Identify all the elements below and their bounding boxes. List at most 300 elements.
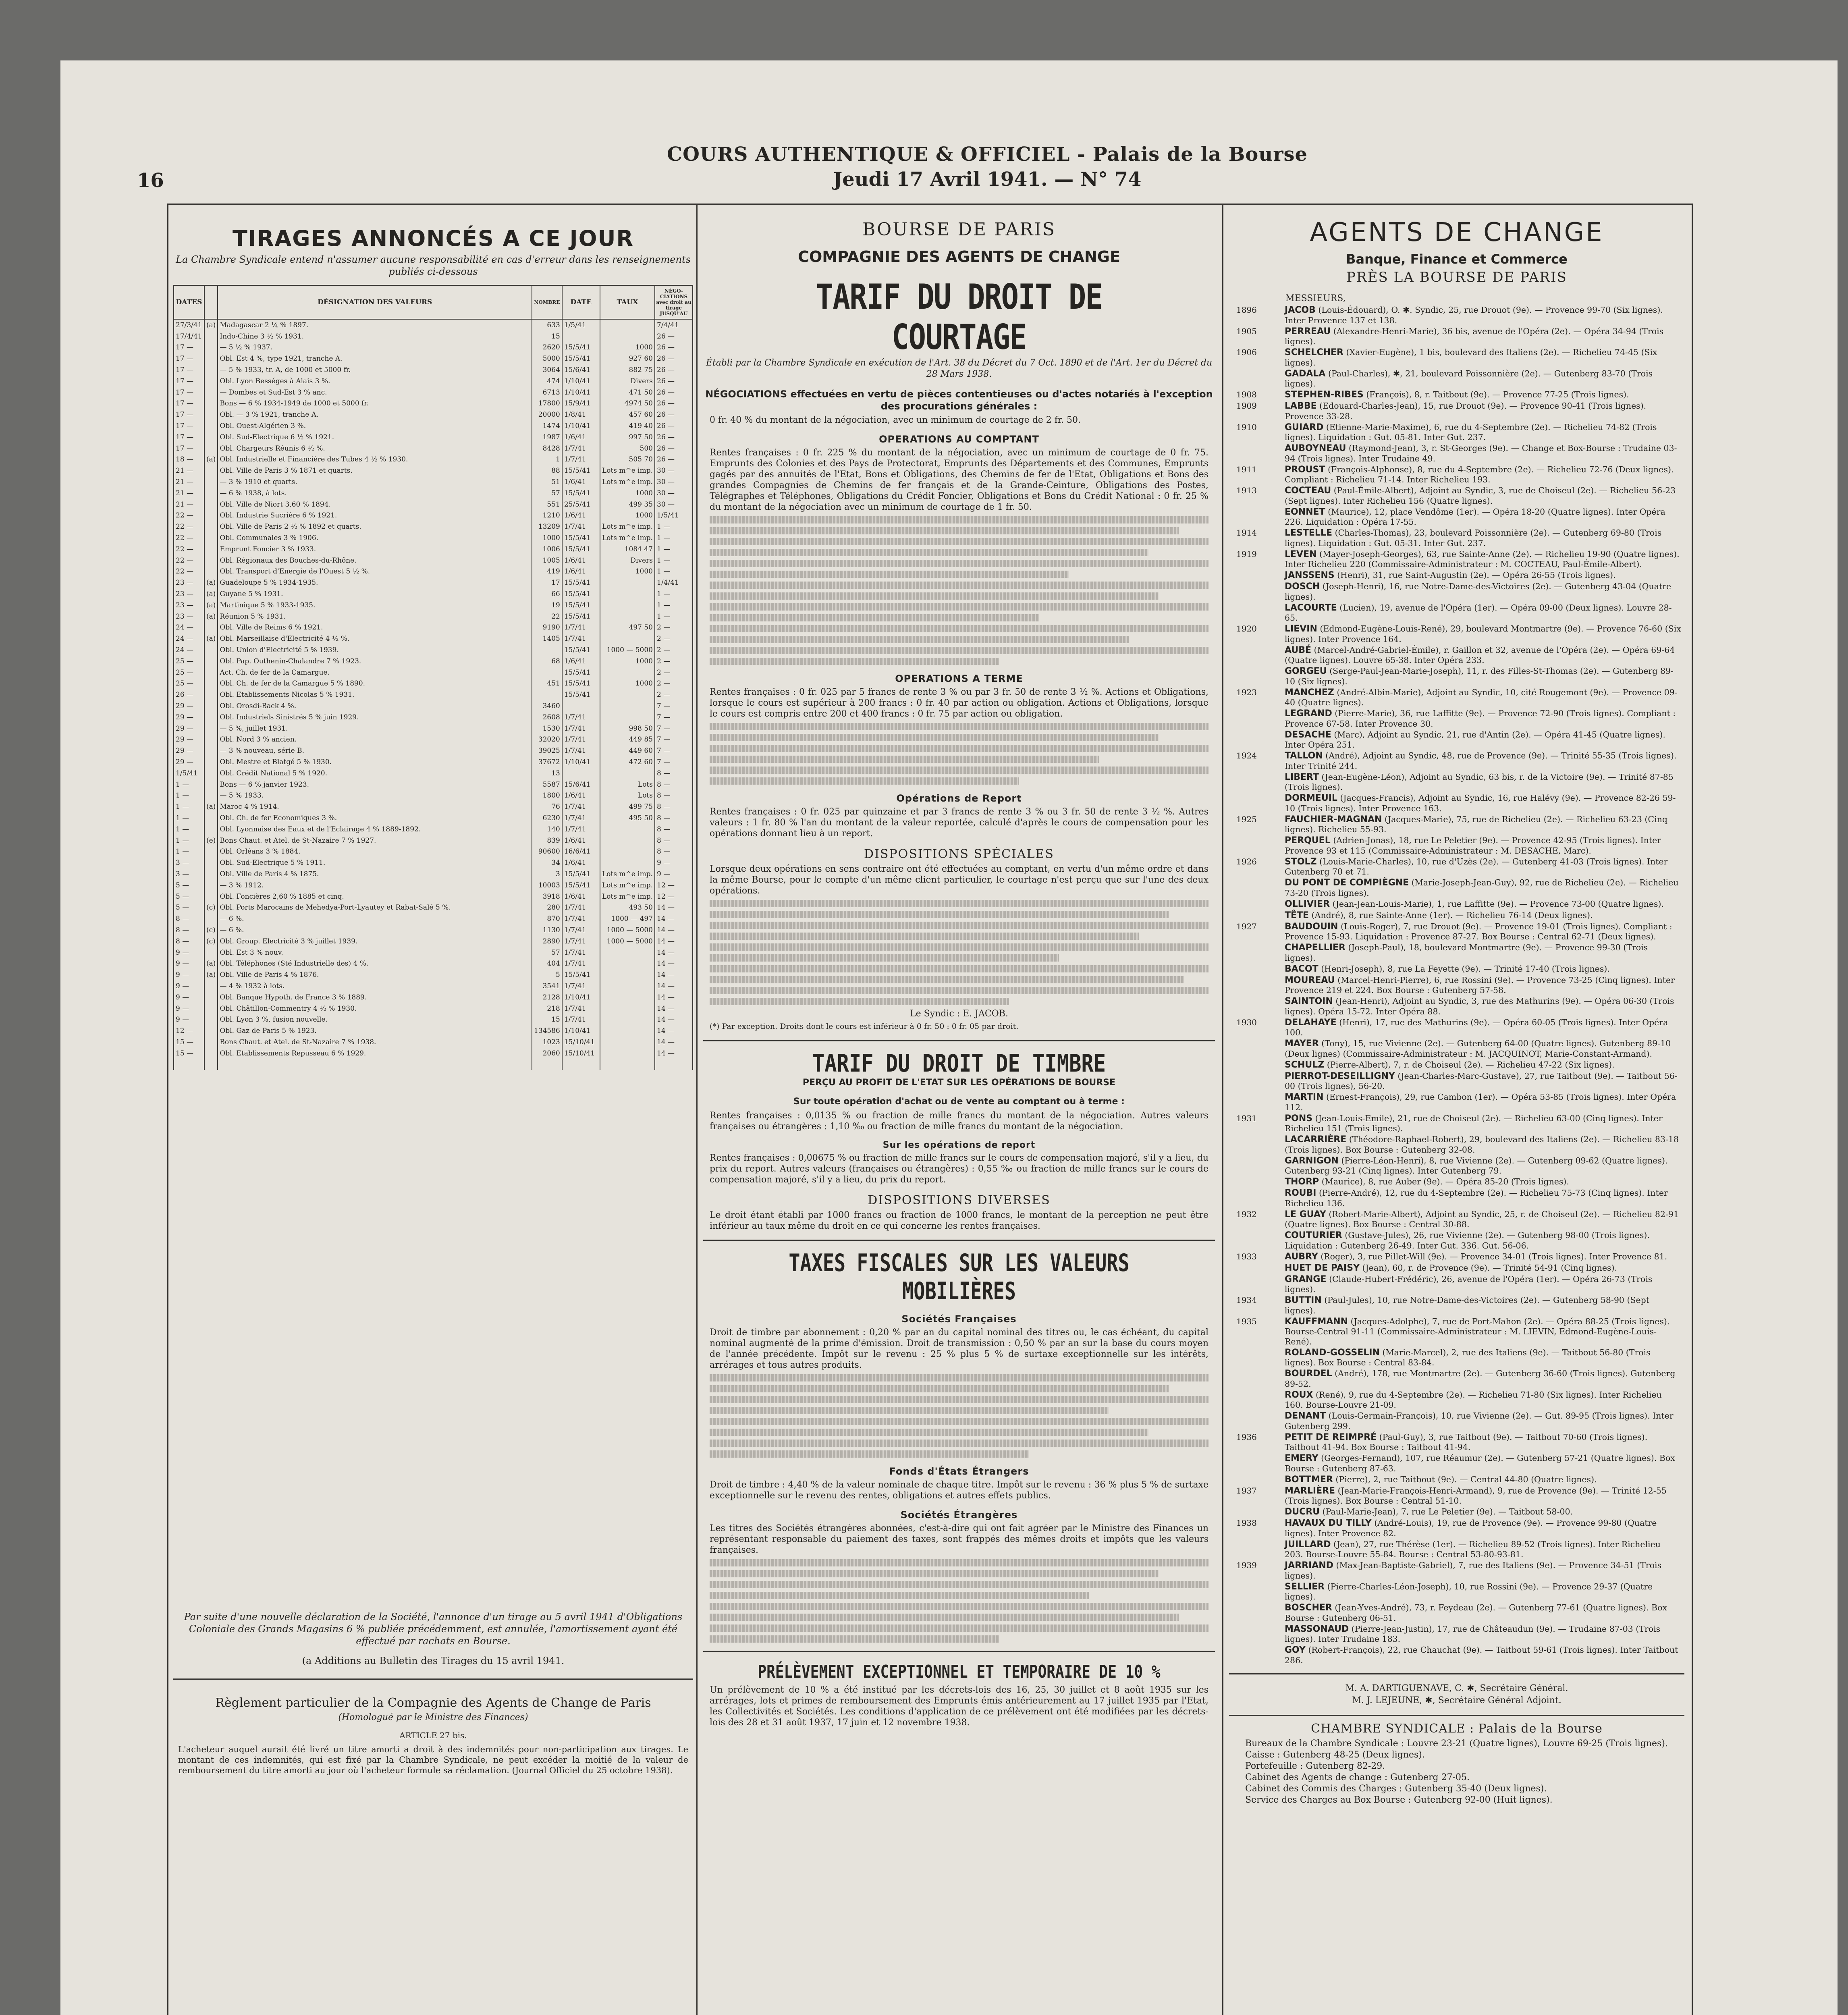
table-cell: 68 (532, 656, 562, 667)
agent-name: ROUBI (1285, 1188, 1316, 1198)
table-row (174, 947, 693, 958)
table-cell: 3 — (174, 868, 204, 880)
table-row (174, 734, 693, 745)
table-cell: 15/5/41 (562, 488, 600, 499)
table-cell: — 3 % 1912. (218, 880, 532, 891)
table-cell: 1/7/41 (562, 947, 600, 958)
table-cell: 1530 (532, 723, 562, 734)
etrangeres-text: Les titres des Sociétés étrangères abonnées, c'est-à-dire qui ont fait agréer par le Ministre des Finances un représentant responsable du paiement des taxes, sont frappés des mêmes droits et impôts que les valeurs françaises. (710, 1523, 1208, 1555)
table-row (174, 1025, 693, 1037)
table-cell: 29 — (174, 723, 204, 734)
table-cell: 499 75 (600, 801, 655, 812)
agent-details: (Jean-Louis-Emile), 21, rue de Choiseul (2e). — Richelieu 63-00 (Cinq lignes). Inter Richelieu 151 (Trois lignes). (1285, 1113, 1663, 1133)
agent-name: BOSCHER (1285, 1603, 1332, 1613)
agent-name: TÊTE (1285, 910, 1309, 920)
table-row (174, 409, 693, 420)
table-cell: 14 — (655, 1037, 693, 1048)
table-cell: Guadeloupe 5 % 1934-1935. (218, 577, 532, 588)
agent-entry (1232, 1453, 1681, 1473)
table-cell: Obl. Châtillon-Commentry 4 ½ % 1930. (218, 1003, 532, 1014)
agent-entry (1232, 857, 1681, 877)
table-cell (600, 611, 655, 622)
table-cell: 2608 (532, 712, 562, 723)
agent-entry (1232, 1060, 1681, 1070)
column-divider (696, 204, 698, 2015)
agent-entry (1232, 1390, 1681, 1410)
table-cell (204, 880, 218, 891)
agent-details: (André), 178, rue Montmartre (2e). — Gutenberg 36-60 (Trois lignes). Gutenberg 89-52. (1285, 1369, 1676, 1389)
agent-name: KAUFFMANN (1285, 1316, 1348, 1327)
tirages-note-ref: (a Additions au Bulletin des Tirages du 15 avril 1941. (302, 1655, 565, 1666)
agent-entry (1232, 305, 1681, 325)
table-row (174, 868, 693, 880)
table-cell: 474 (532, 376, 562, 387)
table-cell (204, 779, 218, 790)
agent-details: (Henri), 31, rue Saint-Augustin (2e). — Opéra 26-55 (Trois lignes). (1337, 570, 1616, 580)
table-cell (204, 992, 218, 1003)
agent-year: 1913 (1236, 486, 1257, 495)
agent-name: SELLIER (1285, 1581, 1325, 1592)
agent-name: STOLZ (1285, 856, 1317, 867)
table-cell: 5 — (174, 880, 204, 891)
agent-details: (Henri-Joseph), 8, rue La Feyette (9e). — Trinité 17-40 (Trois lignes). (1321, 964, 1610, 974)
text-block (710, 1374, 1208, 1458)
table-cell: Réunion 5 % 1931. (218, 611, 532, 622)
table-cell: 5 — (174, 902, 204, 913)
agent-name: DUCRU (1285, 1507, 1320, 1517)
francaises-heading: Sociétés Françaises (901, 1313, 1017, 1325)
table-cell: 1/7/41 (562, 1014, 600, 1025)
agent-entry (1232, 1134, 1681, 1155)
table-cell (600, 992, 655, 1003)
table-cell: 1/7/41 (562, 633, 600, 644)
agents-subtitle2: PRÈS LA BOURSE DE PARIS (1346, 269, 1567, 285)
table-cell (600, 319, 655, 331)
table-row (174, 1003, 693, 1014)
table-cell: 17 — (174, 364, 204, 376)
table-cell: 7 — (655, 723, 693, 734)
table-cell (204, 1048, 218, 1059)
agent-entry (1232, 443, 1681, 463)
col-taux: TAUX (600, 285, 655, 319)
table-cell: 15/5/41 (562, 353, 600, 364)
table-cell: — 5 %, juillet 1931. (218, 723, 532, 734)
table-cell: — 5 % 1933, tr. A, de 1000 et 5000 fr. (218, 364, 532, 376)
table-cell: 1 — (174, 824, 204, 835)
table-row (174, 790, 693, 801)
table-cell: Obl. Téléphones (Sté Industrielle des) 4 %. (218, 958, 532, 969)
table-cell: (a) (204, 611, 218, 622)
agent-name: PONS (1285, 1113, 1313, 1124)
table-cell: 1 — (655, 611, 693, 622)
table-cell: 1000 (532, 532, 562, 544)
divider (703, 1040, 1215, 1041)
reglement-subtitle: (Homologué par le Ministre des Finances) (338, 1712, 528, 1722)
agent-details: (Jacques-Adolphe), 7, rue de Port-Mahon (2e). — Opéra 88-25 (Trois lignes). Bourse-Central 91-11 (Commissaire-Administrateur : M. LIEVIN, Edmond-Eugène-Louis-René). (1285, 1316, 1670, 1346)
table-cell: 1/7/41 (562, 936, 600, 947)
table-row (174, 364, 693, 376)
table-cell: Lots m^e imp. (600, 880, 655, 891)
table-row (174, 600, 693, 611)
agent-entry (1232, 465, 1681, 485)
table-cell: 5 (532, 969, 562, 980)
agent-name: GOY (1285, 1645, 1306, 1655)
table-cell: 26 — (655, 331, 693, 342)
table-cell (204, 947, 218, 958)
tirages-column (173, 210, 693, 2015)
table-cell: Obl. Lyonnaise des Eaux et de l'Eclairage 4 % 1889-1892. (218, 824, 532, 835)
reglement-title: Règlement particulier de la Compagnie des Agents de Change de Paris (215, 1696, 651, 1710)
tirages-subtitle: La Chambre Syndicale entend n'assumer aucune responsabilité en cas d'erreur dans les renseignements publiés ci-dessous (176, 254, 691, 277)
agent-details: (Joseph-Henri), 16, rue Notre-Dame-des-Victoires (2e). — Gutenberg 43-04 (Quatre lignes). (1285, 582, 1672, 602)
table-row (174, 420, 693, 432)
table-cell: 25 — (174, 667, 204, 678)
table-cell: 12 — (174, 1025, 204, 1037)
table-cell: 25/5/41 (562, 499, 600, 510)
table-row (174, 454, 693, 465)
agent-year: 1936 (1236, 1432, 1257, 1442)
table-cell: 14 — (655, 1048, 693, 1059)
agent-entry (1232, 751, 1681, 771)
agent-entry (1232, 1295, 1681, 1315)
table-cell: (a) (204, 801, 218, 812)
table-cell: 8 — (655, 812, 693, 824)
chambre-line: Cabinet des Agents de change : Gutenberg 27-05. (1245, 1772, 1470, 1782)
agent-details: (Marcel-Henri-Pierre), 6, rue Rossini (9e). — Provence 73-25 (Cinq lignes). Inter Provence 219 et 224. Box Bourse : Gutenberg 57-58. (1285, 975, 1675, 995)
table-cell: 1 — (174, 812, 204, 824)
agent-name: LESTELLE (1285, 528, 1332, 538)
agent-year: 1931 (1236, 1113, 1257, 1123)
agent-details: (Lucien), 19, avenue de l'Opéra (1er). — Opéra 09-00 (Deux lignes). Louvre 28-65. (1285, 602, 1672, 623)
diverses-heading: DISPOSITIONS DIVERSES (868, 1193, 1051, 1207)
table-cell: Obl. Régionaux des Bouches-du-Rhône. (218, 555, 532, 566)
agent-entry (1232, 1411, 1681, 1431)
table-cell (204, 488, 218, 499)
dispositions-heading: DISPOSITIONS SPÉCIALES (864, 847, 1054, 861)
table-cell: Obl. Orléans 3 % 1884. (218, 846, 532, 857)
agent-year: 1909 (1236, 401, 1257, 411)
agent-name: COCTEAU (1285, 486, 1331, 496)
agent-details: (Marie-Marcel), 2, rue des Italiens (9e). — Taitbout 56-80 (Trois lignes). Box Bourse : Central 83-84. (1285, 1347, 1651, 1367)
agent-details: (Etienne-Marie-Maxime), 6, rue du 4-Septembre (2e). — Richelieu 74-82 (Trois lignes). Liquidation : Gut. 05-81. Inter Gut. 237. (1285, 422, 1657, 442)
table-cell: 134586 (532, 1025, 562, 1037)
table-cell: 1/6/41 (562, 555, 600, 566)
agent-entry (1232, 878, 1681, 898)
agent-name: ROLAND-GOSSELIN (1285, 1347, 1380, 1358)
agent-details: (Robert-François), 22, rue Chauchat (9e). — Taitbout 59-61 (Trois lignes). Inter Taitbout 286. (1285, 1645, 1678, 1665)
table-cell: 1/6/41 (562, 857, 600, 868)
table-cell: 505 70 (600, 454, 655, 465)
table-row (174, 633, 693, 644)
table-cell: Maroc 4 % 1914. (218, 801, 532, 812)
table-cell: 26 — (655, 353, 693, 364)
agent-details: (Pierre-Marie), 36, rue Laffitte (9e). — Provence 72-90 (Trois lignes). Compliant : Provence 67-58. Inter Provence 30. (1285, 708, 1676, 729)
table-cell: Obl. Etablissements Nicolas 5 % 1931. (218, 689, 532, 700)
agent-entry (1232, 1209, 1681, 1230)
table-cell: 14 — (655, 936, 693, 947)
table-row (174, 319, 693, 331)
agent-details: (Jean-Jean-Louis-Marie), 1, rue Laffitte (9e). — Provence 73-00 (Quatre lignes). (1332, 899, 1664, 909)
agents-subtitle: Banque, Finance et Commerce (1346, 251, 1568, 267)
table-cell: 30 — (655, 499, 693, 510)
agent-entry (1232, 730, 1681, 750)
table-cell: 23 — (174, 611, 204, 622)
table-cell (204, 443, 218, 454)
table-cell: Obl. Chargeurs Réunis 6 ½ %. (218, 443, 532, 454)
table-cell: Lots m^e imp. (600, 465, 655, 476)
table-cell: 22 — (174, 521, 204, 532)
table-cell: 23 — (174, 588, 204, 600)
table-cell: 9 — (174, 1003, 204, 1014)
fonds-text: Droit de timbre : 4,40 % de la valeur nominale de chaque titre. Impôt sur le revenu : 36 % plus 5 % de surtaxe exceptionnelle sur le revenu des rentes, obligations et autres effets publics. (710, 1480, 1208, 1501)
table-cell: 8 — (655, 801, 693, 812)
table-cell: 24 — (174, 644, 204, 656)
table-cell: 472 60 (600, 756, 655, 768)
agent-details: (André-Albin-Marie), Adjoint au Syndic, 10, cité Rougemont (9e). — Provence 09-40 (Quatre lignes). (1285, 687, 1678, 707)
table-cell: 2 — (655, 689, 693, 700)
table-cell: Obl. Ch. de fer Economiques 3 %. (218, 812, 532, 824)
agent-entry (1232, 922, 1681, 942)
table-cell: 1 — (655, 521, 693, 532)
table-cell: 13 (532, 768, 562, 779)
table-cell (204, 846, 218, 857)
table-cell: 15 (532, 1014, 562, 1025)
agent-entry (1232, 1518, 1681, 1538)
table-cell: 15/5/41 (562, 644, 600, 656)
table-cell: 14 — (655, 958, 693, 969)
timbre-report-heading: Sur les opérations de report (882, 1140, 1036, 1150)
table-cell (204, 644, 218, 656)
table-cell (204, 689, 218, 700)
table-cell (600, 824, 655, 835)
agent-name: PIERROT-DESEILLIGNY (1285, 1071, 1395, 1081)
agent-details: (André), Adjoint au Syndic, 48, rue de Provence (9e). — Trinité 55-35 (Trois lignes). Inter Trinité 244. (1285, 751, 1677, 771)
agent-entry (1232, 422, 1681, 442)
table-cell: 4974 50 (600, 398, 655, 409)
table-cell: 17 — (174, 420, 204, 432)
table-cell: 15/10/41 (562, 1048, 600, 1059)
table-cell: Obl. Sud-Electrique 5 % 1911. (218, 857, 532, 868)
agent-name: GRANGE (1285, 1274, 1327, 1284)
table-cell (532, 689, 562, 700)
table-cell: Obl. Group. Electricité 3 % juillet 1939. (218, 936, 532, 947)
table-cell (600, 577, 655, 588)
table-cell: 8 — (655, 835, 693, 846)
agent-name: COUTURIER (1285, 1230, 1342, 1240)
agent-entry (1232, 549, 1681, 569)
table-cell: 1/6/41 (562, 891, 600, 902)
diverses-text: Le droit étant établi par 1000 francs ou fraction de 1000 francs, le montant de la perception ne peut être inférieur au taux même du droit en ce qui concerne les rentes françaises. (710, 1210, 1208, 1231)
table-cell: 23 — (174, 577, 204, 588)
table-cell (204, 656, 218, 667)
table-cell: 497 50 (600, 622, 655, 634)
table-cell (600, 857, 655, 868)
agent-entry (1232, 1230, 1681, 1251)
agent-name: PERQUEL (1285, 835, 1331, 845)
table-row (174, 566, 693, 577)
table-row (174, 555, 693, 566)
table-cell: 7 — (655, 756, 693, 768)
table-cell: 1/7/41 (562, 980, 600, 992)
table-cell: 76 (532, 801, 562, 812)
table-cell: Obl. Banque Hypoth. de France 3 % 1889. (218, 992, 532, 1003)
table-cell: (c) (204, 924, 218, 936)
table-row (174, 432, 693, 443)
table-cell: 870 (532, 913, 562, 924)
table-cell: Lots m^e imp. (600, 891, 655, 902)
table-cell: 1210 (532, 510, 562, 521)
table-cell: (a) (204, 633, 218, 644)
table-cell: Obl. Ouest-Algérien 3 %. (218, 420, 532, 432)
agent-name: BACOT (1285, 964, 1319, 974)
agent-year: 1920 (1236, 624, 1257, 634)
table-cell: 998 50 (600, 723, 655, 734)
agent-name: DORMEUIL (1285, 793, 1337, 803)
table-cell: Obl. Industriels Sinistrés 5 % juin 1929. (218, 712, 532, 723)
table-cell: 500 (600, 443, 655, 454)
table-cell: 26 — (655, 454, 693, 465)
table-cell (204, 409, 218, 420)
table-cell: 404 (532, 958, 562, 969)
table-cell (204, 1037, 218, 1048)
table-cell: 17800 (532, 398, 562, 409)
table-cell: 15/5/41 (562, 880, 600, 891)
table-cell: 39025 (532, 745, 562, 756)
table-cell: 9 — (174, 969, 204, 980)
agent-year: 1934 (1236, 1295, 1257, 1305)
agent-entry (1232, 899, 1681, 910)
agent-name: JANSSENS (1285, 570, 1335, 580)
agent-year: 1896 (1236, 305, 1257, 315)
table-cell: Obl. Ch. de fer de la Camargue 5 % 1890. (218, 678, 532, 690)
table-row (174, 443, 693, 454)
agent-details: (Alexandre-Henri-Marie), 36 bis, avenue de l'Opéra (2e). — Opéra 34-94 (Trois lignes). (1285, 326, 1664, 346)
table-cell: 1 — (174, 801, 204, 812)
agent-entry (1232, 1274, 1681, 1294)
table-cell: Obl. Industrielle et Financière des Tubes 4 ½ % 1930. (218, 454, 532, 465)
table-cell: Obl. Union d'Electricité 5 % 1939. (218, 644, 532, 656)
agent-name: MAYER (1285, 1039, 1319, 1049)
table-cell: 2 — (655, 633, 693, 644)
agent-details: (Jean-Marie-François-Henri-Armand), 9, rue de Provence (9e). — Trinité 12-55 (Trois lignes). Box Bourse : Central 51-10. (1285, 1485, 1667, 1506)
table-cell: 51 (532, 476, 562, 488)
table-cell: 1000 — 5000 (600, 936, 655, 947)
col-nombre: NOMBRE (532, 285, 562, 319)
page-header (665, 143, 1310, 191)
agent-name: LABBE (1285, 401, 1317, 411)
table-cell: 15/6/41 (562, 364, 600, 376)
table-cell: — Dombes et Sud-Est 3 % anc. (218, 387, 532, 398)
table-cell: 6230 (532, 812, 562, 824)
table-cell: 1000 (600, 488, 655, 499)
table-cell (204, 555, 218, 566)
table-cell (600, 835, 655, 846)
table-cell (204, 420, 218, 432)
agent-details: (François-Alphonse), 8, rue du 4-Septembre (2e). — Richelieu 72-76 (Deux lignes). Compliant : Richelieu 71-14. Inter Richelieu 193. (1285, 464, 1674, 484)
table-row (174, 891, 693, 902)
timbre-title: TARIF DU DROIT DE TIMBRE (812, 1049, 1106, 1078)
agent-name: LIBERT (1285, 772, 1319, 782)
agent-entry (1232, 1475, 1681, 1485)
agent-entry (1232, 1018, 1681, 1038)
terme-heading: OPERATIONS A TERME (895, 673, 1023, 684)
table-cell: Indo-Chine 3 ½ % 1931. (218, 331, 532, 342)
table-cell (204, 364, 218, 376)
table-cell: 1/10/41 (562, 420, 600, 432)
column-divider (1222, 204, 1223, 2015)
table-cell: 26 — (655, 409, 693, 420)
table-cell: 15/9/41 (562, 398, 600, 409)
courtage-subtitle: Établi par la Chambre Syndicale en exécution de l'Art. 38 du Décret du 7 Oct. 1890 et de l'Art. 1er du Décret du 28 Mars 1938. (706, 358, 1213, 379)
table-cell: 14 — (655, 947, 693, 958)
table-cell: (a) (204, 319, 218, 331)
text-block (710, 900, 1208, 1005)
table-row (174, 1059, 693, 1070)
table-cell: Martinique 5 % 1933-1935. (218, 600, 532, 611)
table-cell: 1/7/41 (562, 958, 600, 969)
table-cell (204, 622, 218, 634)
agent-name: AUBOYNEAU (1285, 443, 1346, 453)
table-cell (204, 868, 218, 880)
agent-name: HUET DE PAISY (1285, 1263, 1360, 1273)
table-cell: Lots m^e imp. (600, 532, 655, 544)
table-cell: 66 (532, 588, 562, 600)
text-block (710, 1559, 1208, 1643)
comptant-heading: OPERATIONS AU COMPTANT (879, 434, 1039, 445)
table-cell: 15/5/41 (562, 600, 600, 611)
table-cell: 17 — (174, 432, 204, 443)
table-cell: 7 — (655, 712, 693, 723)
agent-name: STEPHEN-RIBES (1285, 390, 1364, 400)
table-cell (204, 465, 218, 476)
table-row (174, 880, 693, 891)
table-row (174, 700, 693, 712)
agent-name: SCHELCHER (1285, 347, 1343, 357)
table-cell (204, 532, 218, 544)
table-cell: Lots (600, 779, 655, 790)
table-cell (204, 891, 218, 902)
agent-name: MARLIÈRE (1285, 1485, 1335, 1496)
table-cell: 1/6/41 (562, 432, 600, 443)
agent-name: SAINTOIN (1285, 996, 1333, 1006)
table-cell: 1000 (600, 566, 655, 577)
table-cell: 19 (532, 600, 562, 611)
table-cell: 17 — (174, 376, 204, 387)
agent-entry (1232, 1369, 1681, 1389)
table-row (174, 387, 693, 398)
agent-details: (Ernest-François), 29, rue Cambon (1er). — Opéra 53-85 (Trois lignes). Inter Opéra 112. (1285, 1092, 1676, 1112)
table-cell: Divers (600, 555, 655, 566)
courtage-title: TARIF DU DROIT DE COURTAGE (816, 277, 1103, 357)
table-cell: (a) (204, 577, 218, 588)
agent-year: 1925 (1236, 814, 1257, 824)
agent-name: FAUCHIER-MAGNAN (1285, 814, 1382, 825)
col-designation: DÉSIGNATION DES VALEURS (218, 285, 532, 319)
table-cell: 3064 (532, 364, 562, 376)
agent-name: MASSONAUD (1285, 1624, 1349, 1634)
agent-name: PERREAU (1285, 326, 1331, 337)
table-row (174, 1048, 693, 1059)
agent-name: BOTTMER (1285, 1474, 1333, 1485)
table-cell: 1/10/41 (562, 756, 600, 768)
agent-details: (Louis-Marie-Charles), 10, rue d'Uzès (2e). — Gutenberg 41-03 (Trois lignes). Inter Gutenberg 70 et 71. (1285, 856, 1668, 877)
agent-name: BAUDOUIN (1285, 921, 1338, 932)
table-cell: Act. Ch. de fer de la Camargue. (218, 667, 532, 678)
table-cell: — 6 %. (218, 924, 532, 936)
table-cell: Obl. Etablissements Repusseau 6 % 1929. (218, 1048, 532, 1059)
table-cell: 17 (532, 577, 562, 588)
table-cell: 1 — (174, 835, 204, 846)
